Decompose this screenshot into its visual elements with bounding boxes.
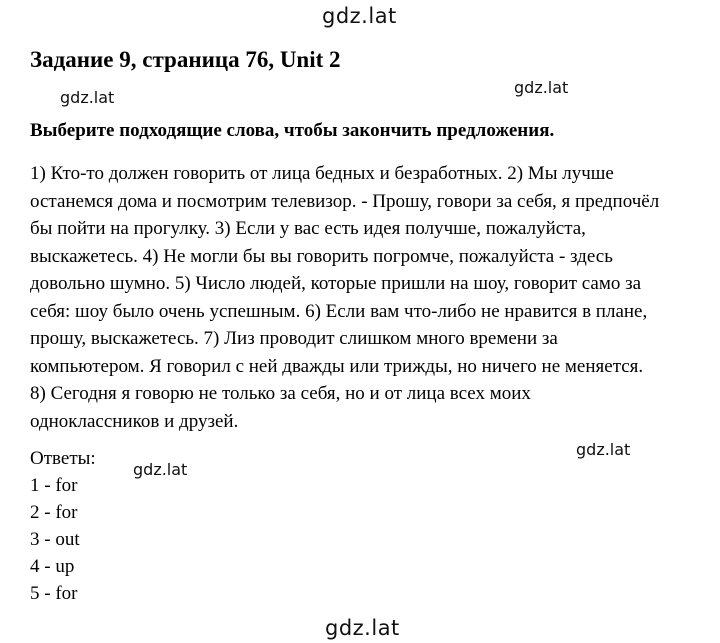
task-line: одноклассников и друзей. xyxy=(30,410,239,432)
watermark-answers-left: gdz.lat xyxy=(133,460,188,479)
answers-list xyxy=(30,445,96,607)
task-line: себя: шоу было очень успешным. 6) Если вам что-либо не нравится в плане, xyxy=(30,300,648,322)
answer-item: 4 - up xyxy=(30,556,75,577)
task-line: 1) Кто-то должен говорить от лица бедных и безработных. 2) Мы лучше xyxy=(30,163,614,184)
answer-item: 1 - for xyxy=(30,475,78,496)
task-line: прошу, выскажетесь. 7) Лиз проводит слишком много времени за xyxy=(30,328,558,349)
task-text xyxy=(30,160,710,435)
watermark-bottom: gdz.lat xyxy=(325,616,400,640)
watermark-left: gdz.lat xyxy=(60,88,115,107)
task-line: довольно шумно. 5) Число людей, которые пришли на шоу, говорит само за xyxy=(30,273,642,294)
task-line: выскажетесь. 4) Не могли бы вы говорить погромче, пожалуйста - здесь xyxy=(30,245,613,267)
watermark-right: gdz.lat xyxy=(514,78,569,97)
watermark-top: gdz.lat xyxy=(322,4,397,28)
task-line: бы пойти на прогулку. 3) Если у вас есть идея получше, пожалуйста, xyxy=(30,218,586,239)
watermark-answers-right: gdz.lat xyxy=(576,440,631,459)
task-line: останемся дома и посмотрим телевизор. - Прошу, говори за себя, я предпочёл xyxy=(30,190,660,212)
task-line: компьютером. Я говорил с ней дважды или трижды, но ничего не меняется. xyxy=(30,355,644,377)
task-line: 8) Сегодня я говорю не только за себя, но и от лица всех моих xyxy=(30,383,531,404)
page-title: Задание 9, страница 76, Unit 2 xyxy=(30,47,341,72)
answer-item: 5 - for xyxy=(30,583,78,604)
answers-label: Ответы: xyxy=(30,448,96,469)
task-instruction: Выберите подходящие слова, чтобы закончить предложения. xyxy=(30,120,555,141)
answer-item: 2 - for xyxy=(30,502,78,523)
answer-item: 3 - out xyxy=(30,529,80,550)
